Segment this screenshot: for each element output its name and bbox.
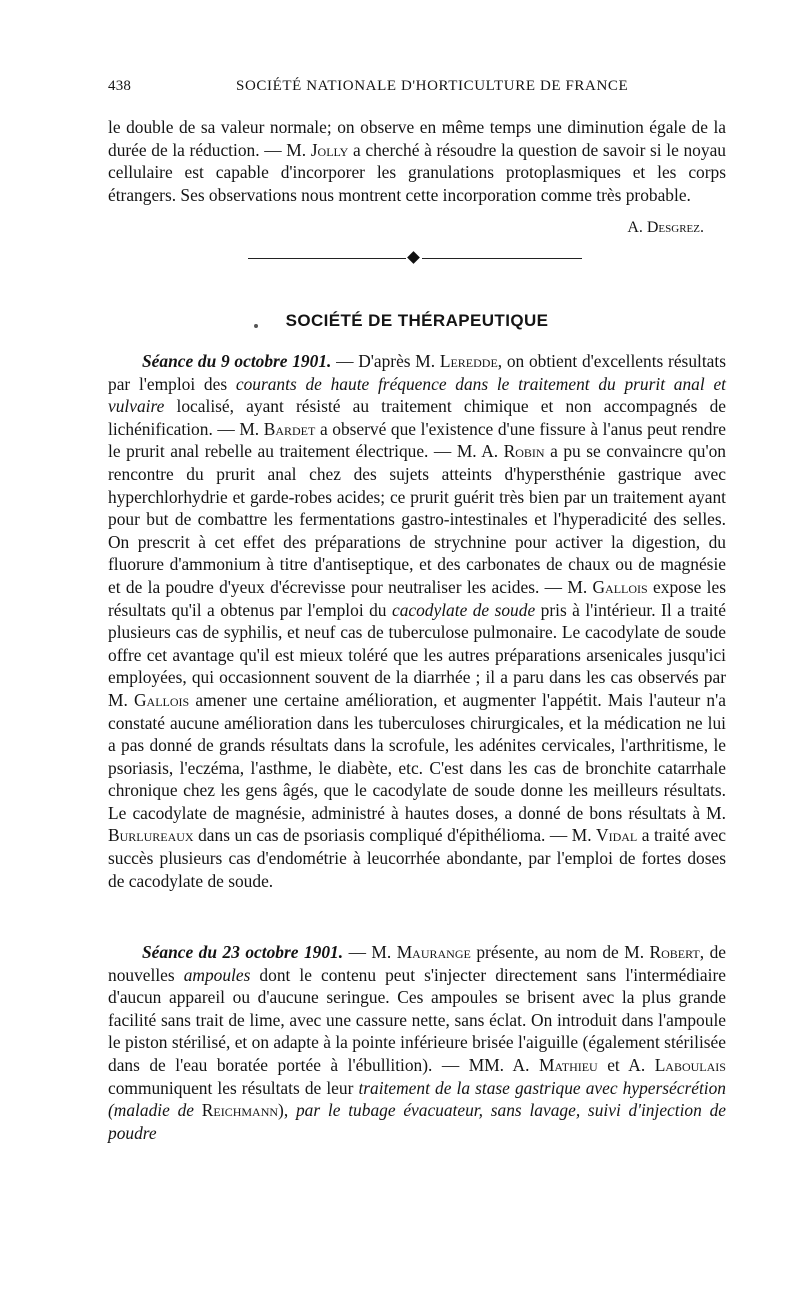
text-run: , de nouvelles — [108, 942, 726, 985]
divider-line-left — [248, 258, 406, 259]
italic-run: courants de haute fréquence dans le traitement du prurit anal et vulvaire — [108, 373, 726, 417]
text-run: amener une certaine amélioration, et augmenter l'appétit. Mais l'auteur n'a constaté aucune amélioration dans les tuberculoses chirurgicales, et la médication ne lui a pas donné de grands résultats dans la scrofule, les adénites cervicales, l'arthritisme, le psoriasis, l'eczéma, l'asthme, le diabète, etc. C'est dans les cas de bronchite catarrhale chronique chez les gens âgés, que le cacodylate de soude donne les meilleurs résultats. Le cacodylate de magnésie, administré à hautes doses, a donné de bons résultats à M. — [108, 689, 726, 823]
signature-initial: A. — [627, 219, 647, 236]
text-run: expose les résultats qu'il a obtenus par l'emploi du — [108, 576, 726, 620]
person-name: Robert — [649, 942, 700, 962]
person-name: Burlureaux — [108, 825, 194, 846]
person-name: Robin — [503, 441, 545, 462]
text-run: a pu se convaincre qu'on rencontre du prurit anal chez des sujets atteints d'hypersthénie gastrique avec hyperchlorhydrie et garde-robes acides; ce prurit guérit très bien par un traitement ayant pour but de combattre les fermentations gastro-intestinales et l'hyperadicité des selles. On prescrit à cet effet des préparations de strychnine pour activer la digestion, du fluorure d'ammonium à titre d'antiseptique, et des carbonates de chaux ou de magnésie et de la poudre d'yeux d'écrevisse pour neutraliser les acides. — M. — [108, 441, 726, 597]
person-name: Laboulais — [654, 1054, 726, 1075]
text-run: — M. — [343, 942, 397, 962]
person-name: Mathieu — [538, 1054, 598, 1075]
seance-2-paragraph — [108, 941, 726, 1144]
text-run: et A. — [597, 1054, 655, 1075]
text-run: dont le contenu peut s'injecter directement sans l'intermédiaire d'aucun appareil ou d'aucune seringue. Ces ampoules se brisent avec la plus grande facilité sans trait de lime, avec une cassure nette, sans éclat. On introduit dans l'ampoule le piston stérilisé, et on adapte à la pointe inférieure brisée l'aiguille (également stérilisée dans de l'eau boratée portée à l'ébullition). — MM. A. — [108, 964, 726, 1075]
person-name: Vidal — [596, 825, 638, 846]
italic-run: par le tubage évacuateur, sans lavage, suivi d'injection de poudre — [108, 1100, 726, 1143]
running-head: SOCIÉTÉ NATIONALE D'HORTICULTURE DE FRANCE — [236, 78, 629, 94]
text-run: — D'après M. — [331, 351, 440, 371]
page-number: 438 — [108, 78, 132, 94]
person-name: Jolly — [310, 139, 349, 160]
italic-run: ampoules — [183, 964, 251, 985]
text-run: ), — [278, 1100, 296, 1121]
text-run: localisé, ayant résisté au traitement chimique et non accompagnés de lichénification. — M. — [108, 396, 726, 439]
article-signature — [108, 219, 704, 237]
italic-run: cacodylate de soude — [391, 599, 536, 620]
intro-text-2: a cherché à résoudre la question de savoir si le noyau cellulaire est capable d'incorporer les granulations protoplasmiques et les corps étrangers. Ses observations nous montrent cette incorporation comme très probable. — [108, 139, 726, 205]
person-name: Bardet — [263, 418, 316, 439]
text-run: présente, au nom de M. — [470, 942, 650, 962]
text-run: a observé que l'existence d'une fissure à l'anus peut rendre le prurit anal rebelle au traitement électrique. — M. A. — [108, 418, 727, 462]
seance-date: Séance du 9 octobre 1901. — [142, 351, 332, 371]
diamond-ornament-icon — [407, 251, 420, 264]
text-run: a traité avec succès plusieurs cas d'endométrie à leucorrhée abondante, par l'emploi de fortes doses de cacodylate de soude. — [108, 825, 726, 891]
text-run: , on obtient d'excellents résultats par l'emploi des — [108, 351, 726, 394]
person-name: Leredde — [439, 351, 498, 371]
intro-text-1: le double de sa valeur normale; on observe en même temps une diminution égale de la durée de la réduction. — M. — [108, 117, 726, 160]
text-run: dans un cas de psoriasis compliqué d'épithélioma. — M. — [193, 825, 597, 846]
person-name: Gallois — [592, 576, 648, 597]
signature-name: Desgrez. — [646, 219, 704, 236]
person-name: Maurange — [396, 942, 471, 962]
text-run: pris à l'intérieur. Il a traité plusieurs cas de syphilis, et neuf cas de tuberculose pulmonaire. Le cacodylate de soude offre cet avantage qu'il est mieux toléré que les autres préparations arsenicales jusqu'ici employées, qui occasionnent souvent de la diarrhée ; il a paru dans les cas observés par M. — [108, 599, 726, 710]
text-run: communiquent les résultats de leur — [108, 1077, 359, 1098]
section-title: SOCIÉTÉ DE THÉRAPEUTIQUE — [285, 311, 549, 330]
person-name: Gallois — [134, 689, 190, 710]
divider-line-right — [422, 258, 582, 259]
intro-paragraph — [108, 116, 726, 206]
seance-date: Séance du 23 octobre 1901. — [142, 942, 344, 962]
person-name: Reichmann — [201, 1100, 279, 1121]
italic-run: traitement de la stase gastrique avec hypersécrétion (maladie de — [108, 1077, 726, 1121]
seance-1-paragraph — [108, 350, 726, 892]
section-divider — [248, 252, 582, 266]
